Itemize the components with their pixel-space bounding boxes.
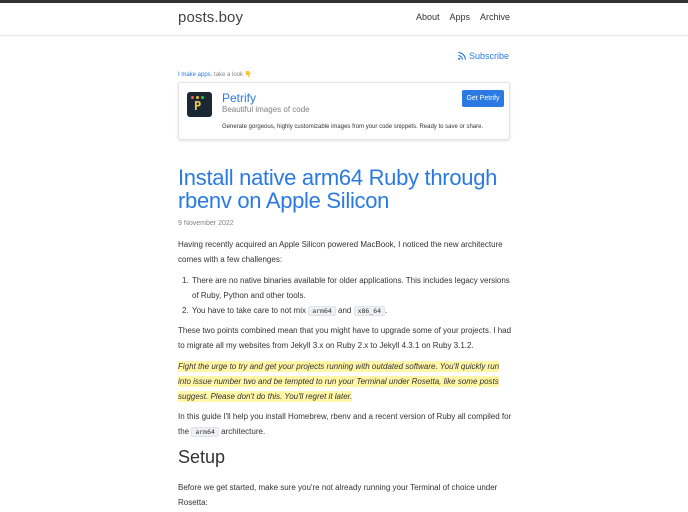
list-number: 2. [182, 306, 189, 315]
migration-paragraph: These two points combined mean that you might have to upgrade some of your projects. I had to migrate all my websites from Jekyll 3.x on Ruby 2.x to Jekyll 4.3.1 on Ruby 3.1.2. [178, 326, 512, 350]
promo-caption-link[interactable]: I make apps [178, 72, 211, 78]
list-item [178, 273, 512, 303]
petrify-app-icon [187, 92, 212, 117]
post-title: Install native arm64 Ruby through rbenv on Apple Silicon [178, 165, 498, 213]
guide-text-after: architecture. [218, 427, 266, 436]
main-nav [416, 12, 510, 22]
post-date: 9 November 2022 [178, 220, 234, 227]
intro-paragraph: Having recently acquired an Apple Silicon powered MacBook, I noticed the new architecture comes with a few challenges: [178, 240, 503, 264]
subscribe-label: Subscribe [468, 51, 509, 61]
promo-description: Generate gorgeous, highly customizable images from your code snippets. Ready to save or share. [222, 124, 484, 130]
inline-code-arm64: arm64 [191, 427, 219, 437]
list-item-text-before: You have to take care to not mix [192, 306, 309, 315]
guide-text-before: In this guide I'll help you install Homebrew, rbenv and a recent version of Ruby all compiled for the [178, 412, 512, 436]
highlighted-paragraph [178, 359, 512, 404]
site-header [0, 3, 688, 36]
inline-code-arm64: arm64 [308, 306, 336, 316]
promo-caption-rest: , take a look 👇 [210, 72, 253, 78]
logo-letter: P [194, 99, 202, 113]
list-item-text: There are no native binaries available for older applications. This includes legacy versions of Ruby, Python and other tools. [192, 276, 510, 300]
promo-caption [178, 71, 252, 78]
nav-link-apps[interactable]: Apps [449, 12, 470, 22]
app-promo-card[interactable] [178, 82, 510, 140]
setup-paragraph: Before we get started, make sure you're not already running your Terminal of choice under Rosetta: [178, 483, 498, 507]
rss-icon [458, 52, 466, 60]
setup-heading: Setup [178, 447, 226, 467]
highlighted-text: Fight the urge to try and get your projects running with outdated software. You'll quickly run into issue number two and be tempted to run your Terminal under Rosetta, like some posts suggest. Please don't do this. You'll regret it later. [178, 362, 500, 401]
list-item-text-after: . [385, 306, 388, 315]
get-petrify-button[interactable]: Get Petrify [462, 90, 504, 107]
list-number: 1. [182, 276, 189, 285]
list-item-text-middle: and [335, 306, 354, 315]
guide-paragraph [178, 409, 512, 440]
promo-app-tagline: Beautiful images of code [222, 105, 310, 114]
list-item [178, 303, 512, 319]
nav-link-about[interactable]: About [415, 12, 440, 22]
site-title-link[interactable]: posts.boy [178, 9, 244, 26]
inline-code-x86-64: x86_64 [354, 306, 385, 316]
subscribe-link[interactable] [458, 51, 509, 61]
challenges-list [178, 273, 512, 319]
nav-link-archive[interactable]: Archive [479, 12, 510, 22]
dot-green [201, 96, 204, 99]
promo-app-name[interactable]: Petrify [222, 91, 257, 105]
